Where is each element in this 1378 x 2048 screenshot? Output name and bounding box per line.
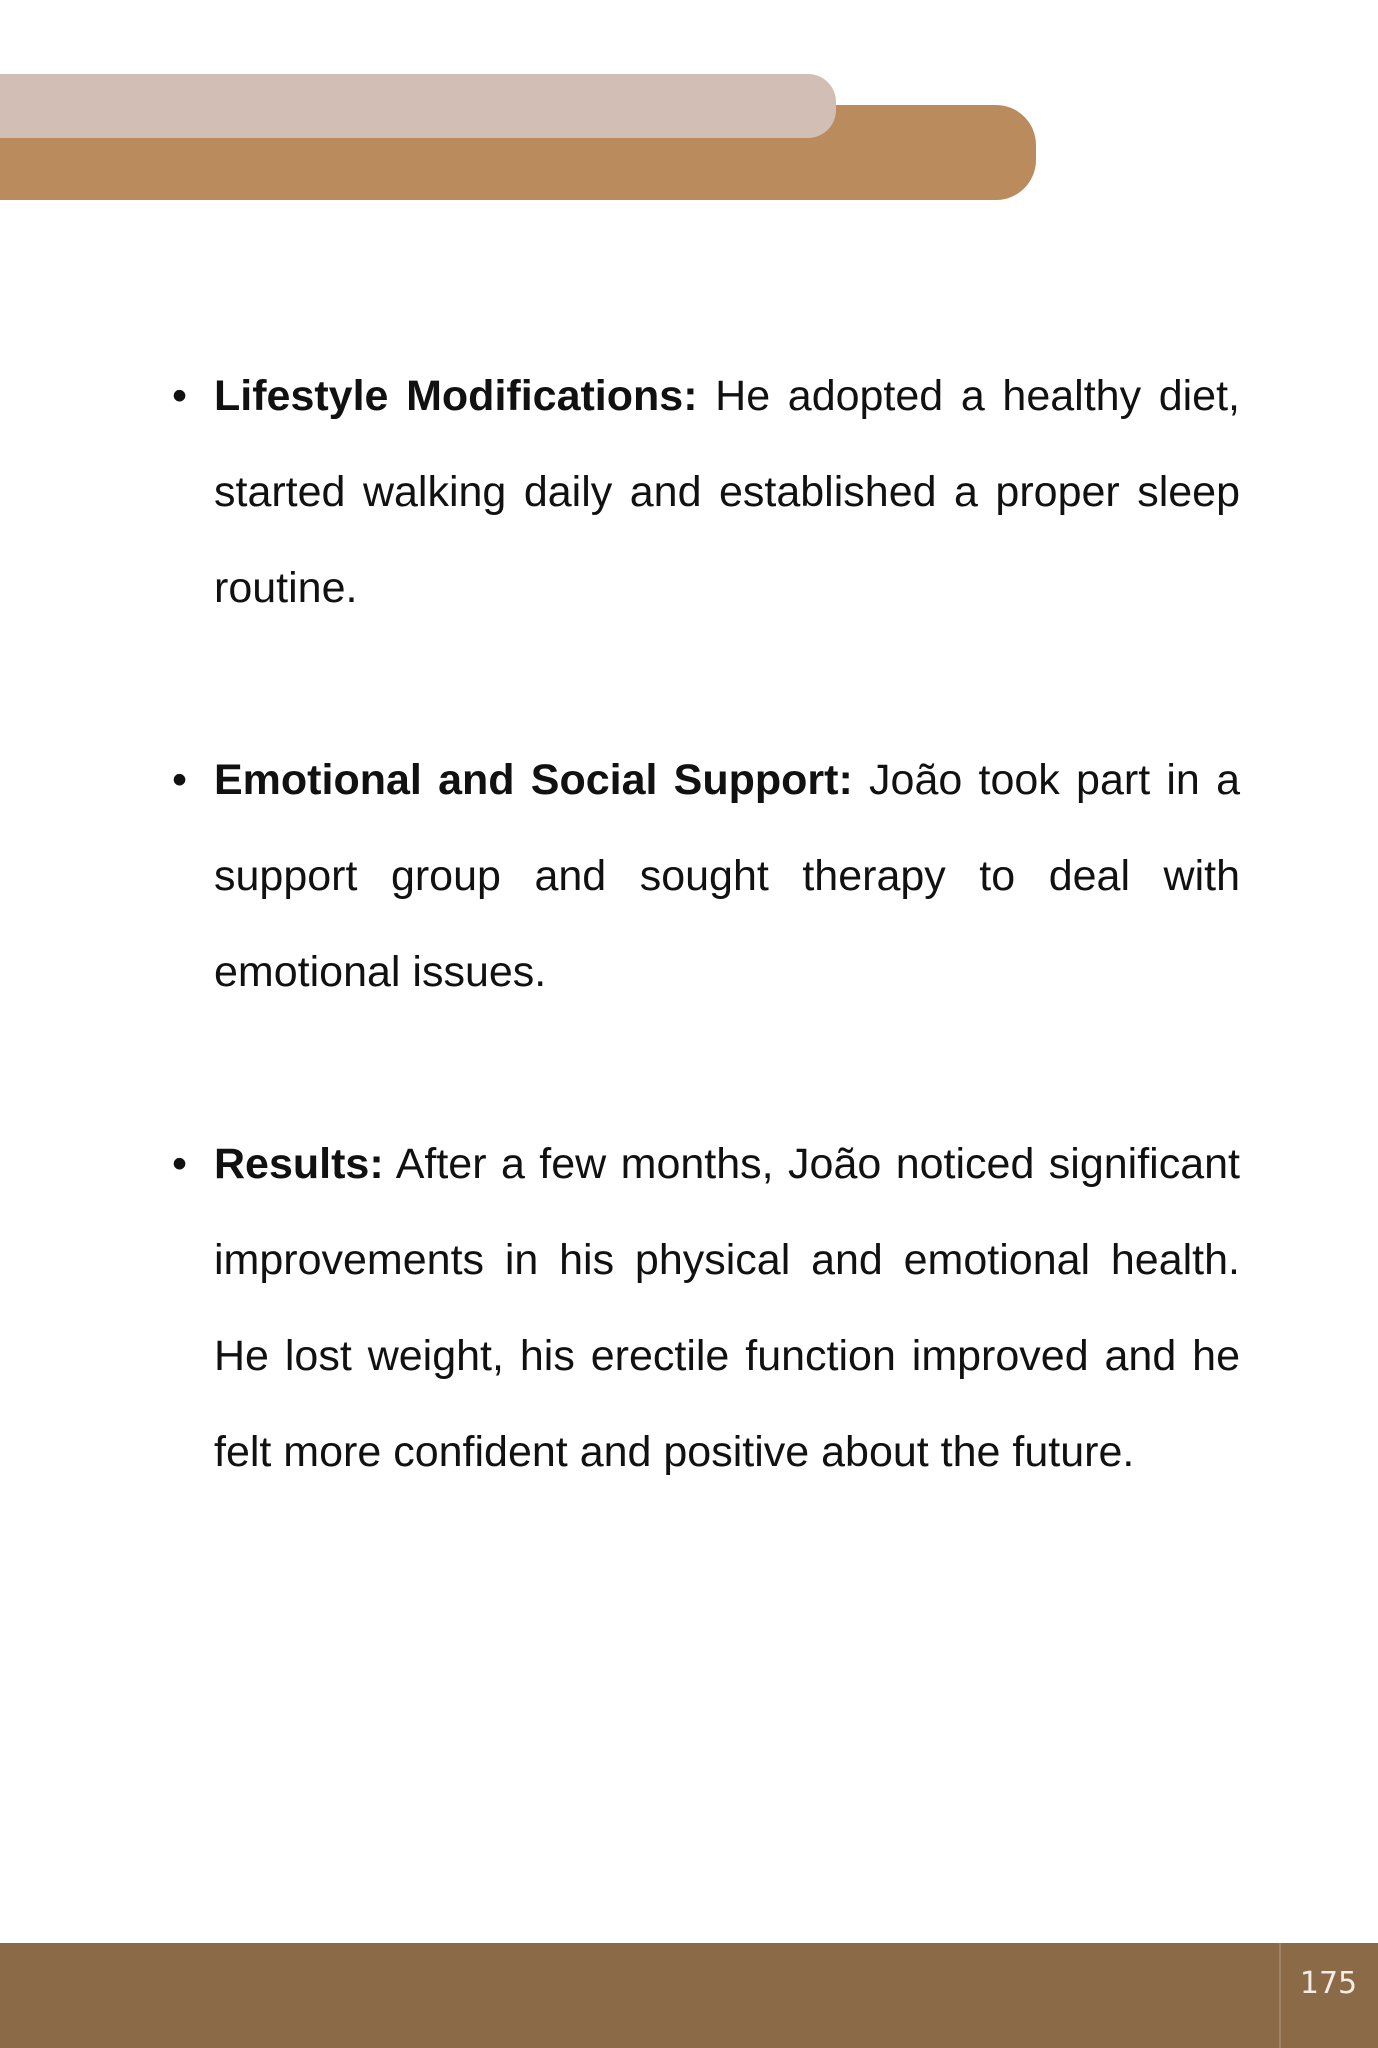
item-text: João took part in a support group and sought therapy to deal with emotional issues. <box>214 756 1240 996</box>
list-item-emotional-social-support <box>172 732 1240 1020</box>
list-item-lifestyle-modifications <box>172 348 1240 636</box>
footer-bar <box>0 1943 1378 2048</box>
page-number: 175 <box>1299 1966 1358 2001</box>
bullet-icon: • <box>172 756 188 804</box>
item-term: Lifestyle Modifications: <box>214 372 698 420</box>
list-item-results <box>172 1116 1240 1500</box>
bullet-list <box>172 348 1240 1596</box>
item-term: Emotional and Social Support: <box>214 756 853 804</box>
item-term: Results: <box>214 1140 384 1188</box>
bullet-icon: • <box>172 372 188 420</box>
header-decorative-bar-front <box>0 74 836 138</box>
bullet-icon: • <box>172 1140 188 1188</box>
item-text: He adopted a healthy diet, started walking daily and established a proper sleep routine. <box>214 372 1240 612</box>
item-text: After a few months, João noticed significant improvements in his physical and emotional health. He lost weight, his erectile function improved and he felt more confident and positive about the future. <box>214 1140 1240 1476</box>
